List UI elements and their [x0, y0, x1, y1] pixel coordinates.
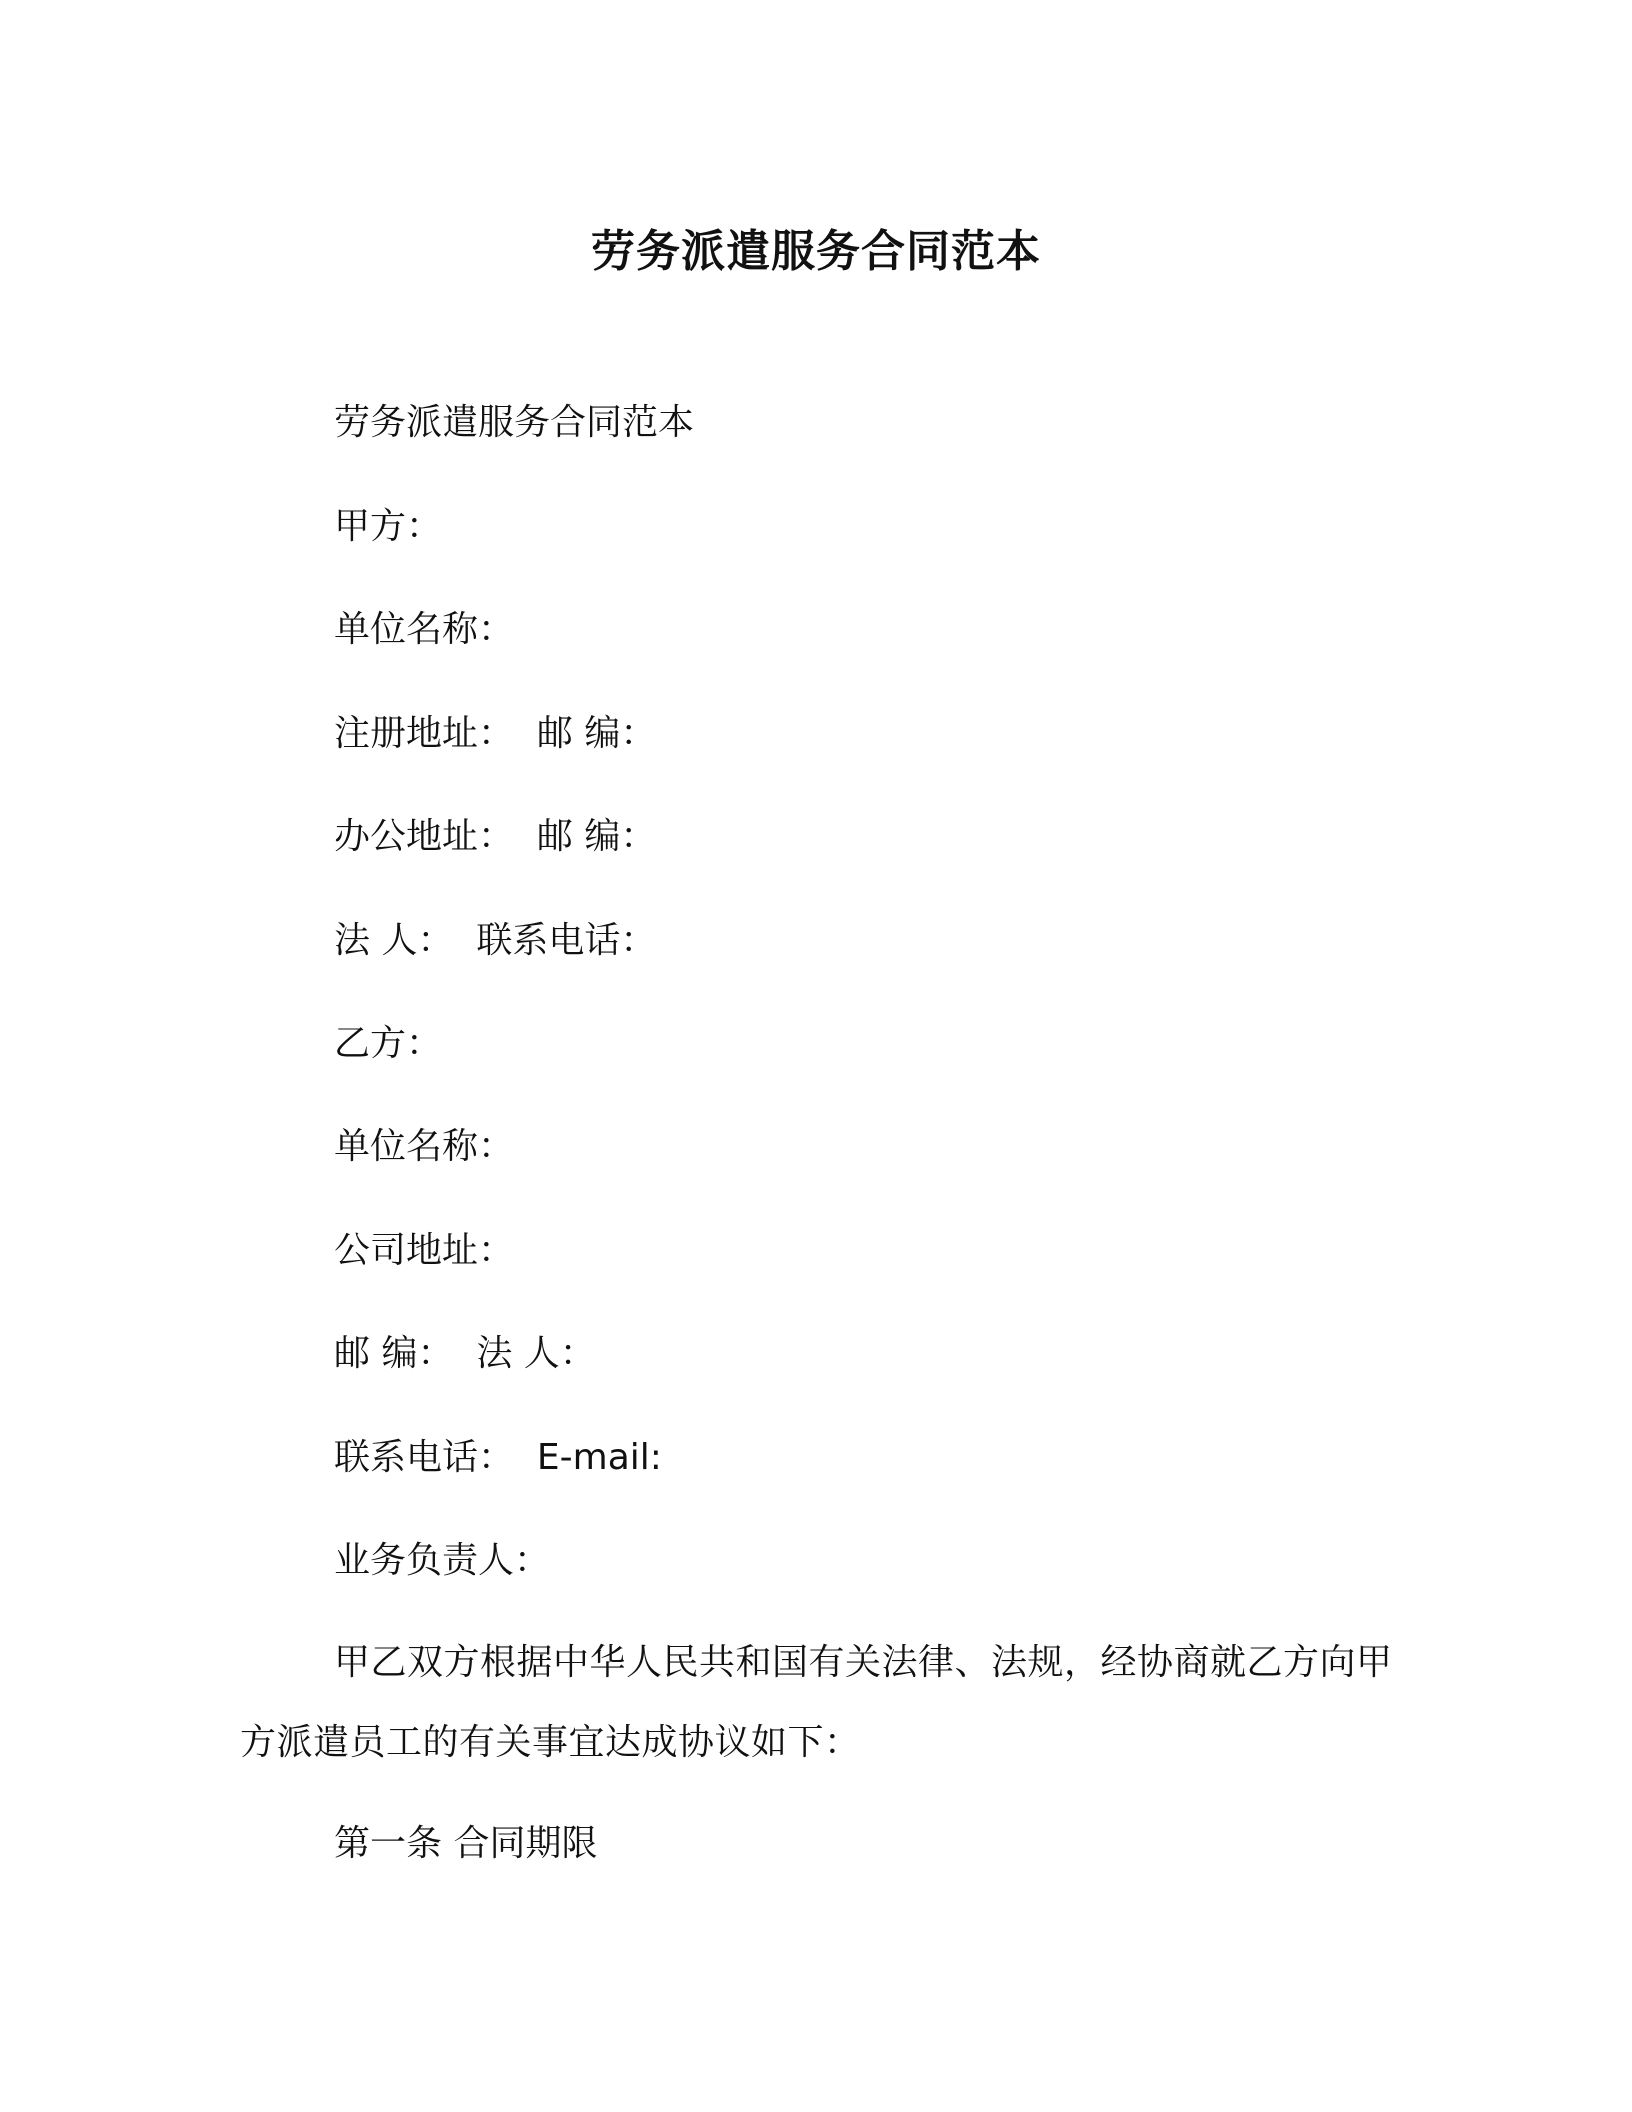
party-b-label: 乙方： — [334, 1023, 443, 1064]
party-a-registered-address: 注册地址： 邮 编： — [334, 713, 657, 754]
subtitle-line: 劳务派遣服务合同范本 — [334, 402, 695, 443]
party-b-company-address: 公司地址： — [334, 1230, 515, 1271]
party-b-business-manager: 业务负责人： — [334, 1540, 551, 1581]
party-b-postcode-legal-person: 邮 编： 法 人： — [334, 1333, 596, 1374]
party-b-company-name: 单位名称： — [334, 1126, 515, 1167]
agreement-intro-paragraph: 甲乙双方根据中华人民共和国有关法律、法规，经协商就乙方向甲方派遣员工的有关事宜达成协议如下： — [240, 1642, 1393, 1763]
article-one-heading: 第一条 合同期限 — [334, 1823, 598, 1864]
party-a-office-address: 办公地址： 邮 编： — [334, 816, 657, 857]
party-a-company-name: 单位名称： — [334, 609, 515, 650]
party-a-legal-person-phone: 法 人： 联系电话： — [334, 920, 657, 961]
document-title: 劳务派遣服务合同范本 — [591, 226, 1041, 277]
party-b-phone-email: 联系电话： E-mail: — [334, 1437, 662, 1478]
party-a-label: 甲方： — [334, 506, 443, 547]
